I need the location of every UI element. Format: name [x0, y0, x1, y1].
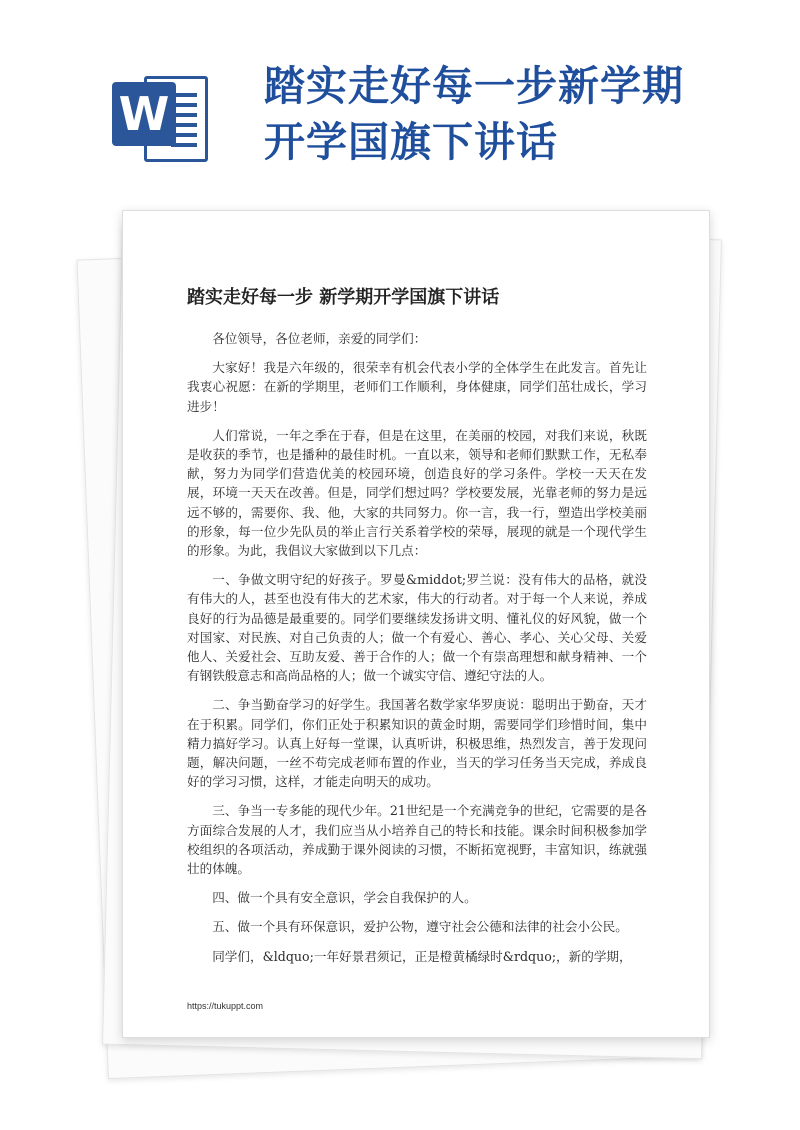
paragraph-closing: 同学们，&ldquo;一年好景君须记，正是橙黄橘绿时&rdquo;，新的学期，	[212, 948, 632, 964]
paragraph-point-5: 五、做一个具有环保意识，爱护公物，遵守社会公德和法律的社会小公民。	[212, 919, 628, 935]
document-title: 踏实走好每一步 新学期开学国旗下讲话	[187, 287, 500, 308]
banner-title-line-2: 开学国旗下讲话	[264, 118, 558, 166]
paragraph-context: 人们常说，一年之季在于春，但是在这里，在美丽的校园，对我们来说，秋既是收获的季节，也是播种的最佳时机。一直以来，领导和老师们默默工作，无私奉献，努力为同学们营造优美的校园环境，创造良好的学习条件。学校一天天在发展，环境一天天在改善。但是，同学们想过吗？学校要发展，光靠老师的努力是远远不够的，需要你、我、他，大家的共同努力。你一言，我一行，塑造出学校美丽的形象，每一位少先队员的举止言行关系着学校的荣辱，展现的就是一个现代学生的形象。为此，我倡议大家做到以下几点：	[187, 427, 647, 559]
footer-url: https://tukuppt.com	[187, 1001, 264, 1011]
paragraph-point-1: 一、争做文明守纪的好孩子。罗曼&middot;罗兰说：没有伟大的品格，就没有伟大的人，甚至也没有伟大的艺术家，伟大的行动者。对于每一个人来说，养成良好的行为品德是最重要的。同学们要继续发扬讲文明、懂礼仪的好风貌，做一个对国家、对民族、对自己负责的人；做一个有爱心、善心、孝心、关心父母、关爱他人、关爱社会、互助友爱、善于合作的人；做一个有崇高理想和献身精神、一个有钢铁般意志和高尚品格的人；做一个诚实守信、遵纪守法的人。	[187, 572, 647, 684]
document-page	[122, 210, 710, 1038]
banner-title-line-1: 踏实走好每一步新学期	[264, 62, 684, 110]
word-badge: W	[112, 82, 176, 146]
paragraph-point-4: 四、做一个具有安全意识，学会自我保护的人。	[212, 890, 477, 906]
paragraph-point-2: 二、争当勤奋学习的好学生。我国著名数学家华罗庚说：聪明出于勤奋，天才在于积累。同学们，你们正处于积累知识的黄金时期，需要同学们珍惜时间，集中精力搞好学习。认真上好每一堂课，认真听讲，积极思维，热烈发言，善于发现问题，解决问题，一丝不苟完成老师布置的作业，当天的学习任务当天完成，养成良好的学习习惯，这样，才能走向明天的成功。	[187, 697, 647, 790]
document-body	[187, 329, 647, 976]
paragraph-greeting: 各位领导，各位老师，亲爱的同学们：	[212, 331, 427, 346]
paragraph-point-3: 三、争当一专多能的现代少年。21世纪是一个充满竞争的世纪，它需要的是各方面综合发展的人才，我们应当从小培养自己的特长和技能。课余时间积极参加学校组织的各项活动，养成勤于课外阅读的习惯，不断拓宽视野，丰富知识，练就强壮的体魄。	[187, 803, 647, 877]
paragraph-intro: 大家好！我是六年级的，很荣幸有机会代表小学的全体学生在此发言。首先让我衷心祝愿：在新的学期里，老师们工作顺利，身体健康，同学们茁壮成长，学习进步！	[187, 360, 647, 414]
